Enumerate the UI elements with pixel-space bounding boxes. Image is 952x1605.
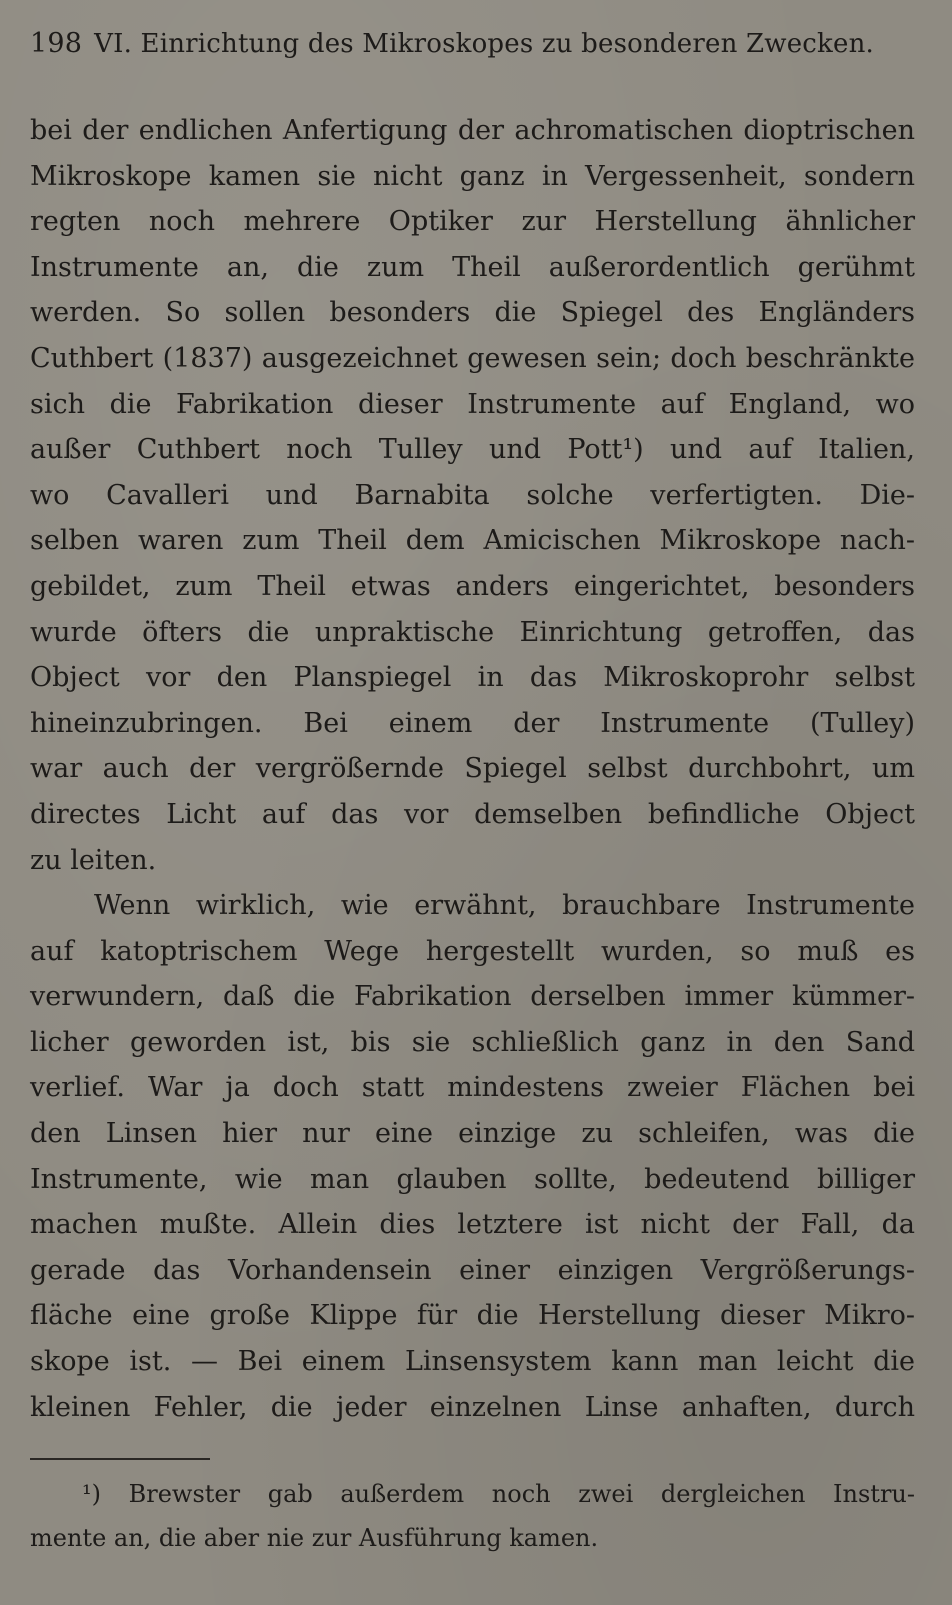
text-line: Instrumente, wie man glauben sollte, bedeutend billiger (30, 1163, 915, 1195)
text-line: den Linsen hier nur eine einzige zu schleifen, was die (30, 1118, 915, 1150)
text-line: selben waren zum Theil dem Amicischen Mikroskope nach- (30, 525, 915, 557)
text-line: außer Cuthbert noch Tulley und Pott¹) und auf Italien, (30, 434, 915, 466)
body-text (30, 108, 915, 1430)
text-line: gebildet, zum Theil etwas anders eingerichtet, besonders (30, 570, 915, 602)
footnote-rule (30, 1458, 210, 1460)
text-line: Wenn wirklich, wie erwähnt, brauchbare Instrumente (94, 890, 915, 922)
text-line: machen mußte. Allein dies letztere ist nicht der Fall, da (30, 1209, 915, 1241)
footnotes (30, 1472, 915, 1560)
text-line: hineinzubringen. Bei einem der Instrumente (Tulley) (30, 707, 915, 739)
text-line: auf katoptrischem Wege hergestellt wurden, so muß es (30, 935, 915, 967)
text-line: werden. So sollen besonders die Spiegel des Engländers (30, 297, 915, 329)
text-line: skope ist. — Bei einem Linsensystem kann man leicht die (30, 1346, 915, 1378)
text-line: kleinen Fehler, die jeder einzelnen Linse anhaften, durch (30, 1391, 915, 1423)
text-line: Cuthbert (1837) ausgezeichnet gewesen sein; doch beschränkte (30, 342, 915, 374)
text-line: licher geworden ist, bis sie schließlich ganz in den Sand (30, 1026, 915, 1058)
paragraph-1 (30, 108, 915, 883)
text-line: Mikroskope kamen sie nicht ganz in Vergessenheit, sondern (30, 160, 915, 192)
text-line: Instrumente an, die zum Theil außerordentlich gerühmt (30, 251, 915, 283)
text-line: zu leiten. (30, 844, 157, 876)
paragraph-2 (30, 883, 915, 1430)
text-line: gerade das Vorhandensein einer einzigen Vergrößerungs- (30, 1254, 915, 1286)
running-title: VI. Einrichtung des Mikroskopes zu besonderen Zwecken. (94, 29, 875, 59)
text-line: sich die Fabrikation dieser Instrumente auf England, wo (30, 388, 915, 420)
text-line: directes Licht auf das vor demselben befindliche Object (30, 798, 915, 830)
text-line: wo Cavalleri und Barnabita solche verfertigten. Die- (30, 479, 915, 511)
footnote-line: ¹) Brewster gab außerdem noch zwei dergleichen Instru- (82, 1480, 915, 1509)
text-line: verlief. War ja doch statt mindestens zweier Flächen bei (30, 1072, 915, 1104)
text-line: regten noch mehrere Optiker zur Herstellung ähnlicher (30, 206, 915, 238)
footnote-line: mente an, die aber nie zur Ausführung kamen. (30, 1524, 599, 1553)
page-number: 198 (30, 28, 83, 59)
text-line: fläche eine große Klippe für die Herstellung dieser Mikro- (30, 1300, 915, 1332)
text-line: Object vor den Planspiegel in das Mikroskoprohr selbst (30, 662, 915, 694)
text-line: bei der endlichen Anfertigung der achromatischen dioptrischen (30, 115, 915, 146)
text-line: war auch der vergrößernde Spiegel selbst durchbohrt, um (30, 753, 915, 785)
running-head (30, 22, 915, 66)
text-line: verwundern, daß die Fabrikation derselben immer kümmer- (30, 981, 915, 1013)
text-line: wurde öfters die unpraktische Einrichtung getroffen, das (30, 616, 915, 648)
book-page (30, 22, 915, 1582)
